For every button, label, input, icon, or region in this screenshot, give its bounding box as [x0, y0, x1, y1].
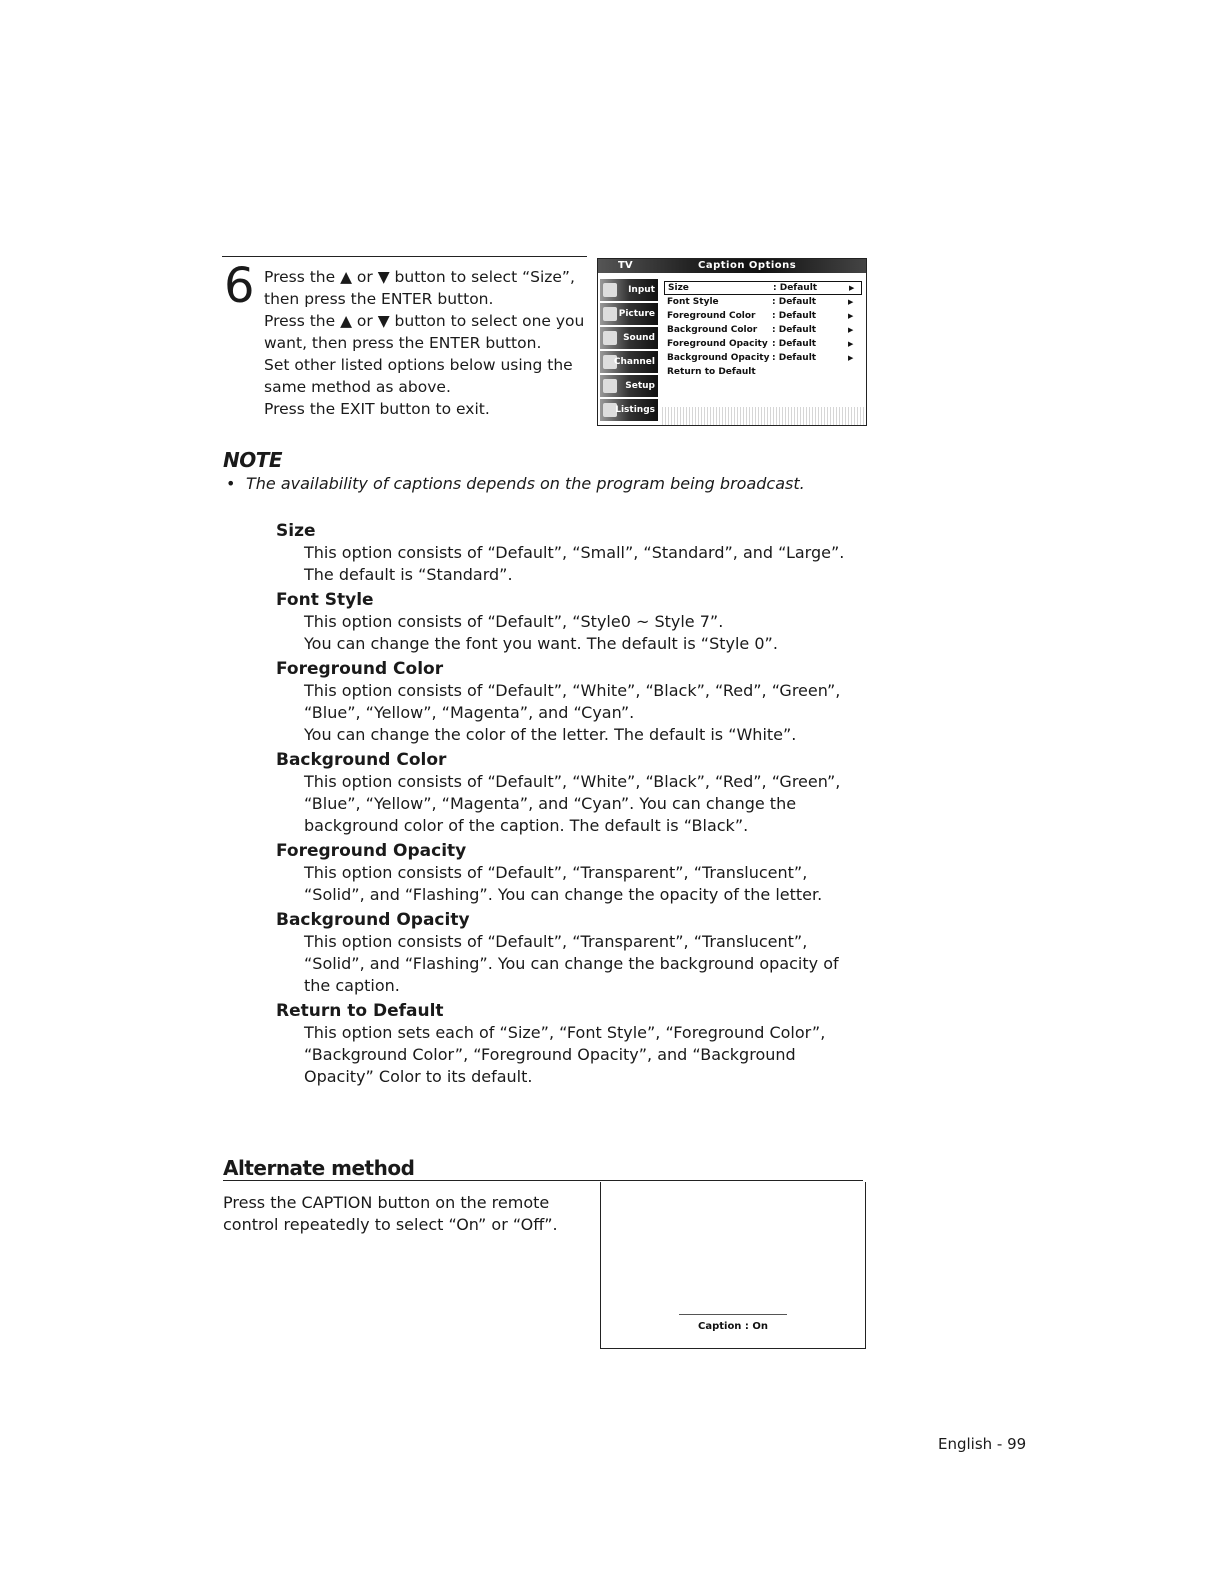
option-body: This option consists of “Default”, “White”, “Black”, “Red”, “Green”, “Blue”, “Yellow”, “Magenta”, and “Cyan”. You can change the color of the letter. The default is “White”.: [304, 681, 841, 744]
step-divider: [222, 256, 587, 257]
note-title: NOTE: [223, 448, 283, 472]
osd-title-bar: [598, 259, 866, 273]
picture-icon: [603, 307, 617, 321]
step-line: Press the ▲ or ▼ button to select one you: [264, 312, 585, 330]
step-line: Press the EXIT button to exit.: [264, 400, 490, 418]
alternate-method-text: Press the CAPTION button on the remote control repeatedly to select “On” or “Off”.: [223, 1193, 558, 1234]
arrow-right-icon: ▶: [848, 312, 854, 320]
osd-tv-label: TV: [618, 260, 633, 271]
option-heading: Foreground Color: [276, 659, 444, 679]
osd-menu-sound: Sound: [600, 327, 658, 349]
caption-status: Caption : On: [697, 1321, 769, 1332]
osd-row-background-color: Background Color : Default ▶: [667, 325, 854, 335]
input-icon: [603, 283, 617, 297]
option-background-color: [276, 749, 856, 837]
step-line: Set other listed options below using the: [264, 356, 573, 374]
step-instructions: [264, 266, 599, 420]
option-body: This option consists of “Default”, “Transparent”, “Translucent”, “Solid”, and “Flashing”. You can change the background opacity of the caption.: [304, 932, 839, 995]
option-body: This option sets each of “Size”, “Font Style”, “Foreground Color”, “Background Color”, “Foreground Opacity”, and “Background Opacity” Color to its default.: [304, 1023, 826, 1086]
page-number: English - 99: [938, 1435, 1027, 1453]
step-line: then press the ENTER button.: [264, 290, 494, 308]
alternate-method-divider: [223, 1180, 863, 1181]
osd-row-foreground-opacity: Foreground Opacity : Default ▶: [667, 339, 854, 349]
arrow-right-icon: ▶: [848, 340, 854, 348]
osd-menu-channel: Channel: [600, 351, 658, 373]
option-return-to-default: [276, 1000, 856, 1088]
step-number: 6: [224, 258, 255, 314]
option-background-opacity: [276, 909, 856, 997]
osd-title: Caption Options: [698, 260, 797, 271]
option-heading: Background Opacity: [276, 910, 470, 930]
osd-menu-listings: Listings: [600, 399, 658, 421]
alternate-method-title: Alternate method: [223, 1156, 415, 1180]
option-font-style: [276, 589, 856, 655]
bullet-icon: •: [226, 474, 236, 493]
osd-row-size: Size : Default ▶: [664, 281, 862, 295]
option-body: This option consists of “Default”, “Style0 ~ Style 7”. You can change the font you want. The default is “Style 0”.: [304, 612, 778, 653]
osd-row-foreground-color: Foreground Color : Default ▶: [667, 311, 854, 321]
option-body: This option consists of “Default”, “Transparent”, “Translucent”, “Solid”, and “Flashing”. You can change the opacity of the letter.: [304, 863, 823, 904]
osd-sidebar: [598, 273, 660, 425]
step-line: want, then press the ENTER button.: [264, 334, 542, 352]
osd-options-panel: [664, 281, 862, 379]
arrow-right-icon: ▶: [849, 284, 855, 292]
option-descriptions: [276, 520, 856, 1091]
option-body: This option consists of “Default”, “Small”, “Standard”, and “Large”. The default is “Standard”.: [304, 543, 845, 584]
option-heading: Background Color: [276, 750, 447, 770]
note-text: The availability of captions depends on the program being broadcast.: [246, 474, 805, 493]
option-heading: Font Style: [276, 590, 374, 610]
osd-help-bar: [660, 407, 866, 425]
osd-menu-setup: Setup: [600, 375, 658, 397]
caption-banner-rule: [679, 1314, 787, 1315]
step-line: Press the ▲ or ▼ button to select “Size”,: [264, 268, 575, 286]
option-body: This option consists of “Default”, “White”, “Black”, “Red”, “Green”, “Blue”, “Yellow”, “Magenta”, and “Cyan”. You can change the background color of the caption. The default is “Black”.: [304, 772, 841, 835]
option-foreground-opacity: [276, 840, 856, 906]
osd-row-return-to-default: Return to Default: [667, 367, 756, 377]
osd-menu-picture: Picture: [600, 303, 658, 325]
setup-icon: [603, 379, 617, 393]
arrow-right-icon: ▶: [848, 326, 854, 334]
sound-icon: [603, 331, 617, 345]
option-heading: Size: [276, 521, 316, 541]
option-heading: Foreground Opacity: [276, 841, 467, 861]
arrow-right-icon: ▶: [848, 298, 854, 306]
osd-row-font-style: Font Style : Default ▶: [667, 297, 854, 307]
osd-menu-input: Input: [600, 279, 658, 301]
osd-row-background-opacity: Background Opacity : Default ▶: [667, 353, 854, 363]
step-line: same method as above.: [264, 378, 451, 396]
option-size: [276, 520, 856, 586]
caption-options-osd: [597, 258, 867, 426]
option-heading: Return to Default: [276, 1001, 444, 1021]
caption-on-screen: [600, 1182, 866, 1349]
option-foreground-color: [276, 658, 856, 746]
arrow-right-icon: ▶: [848, 354, 854, 362]
